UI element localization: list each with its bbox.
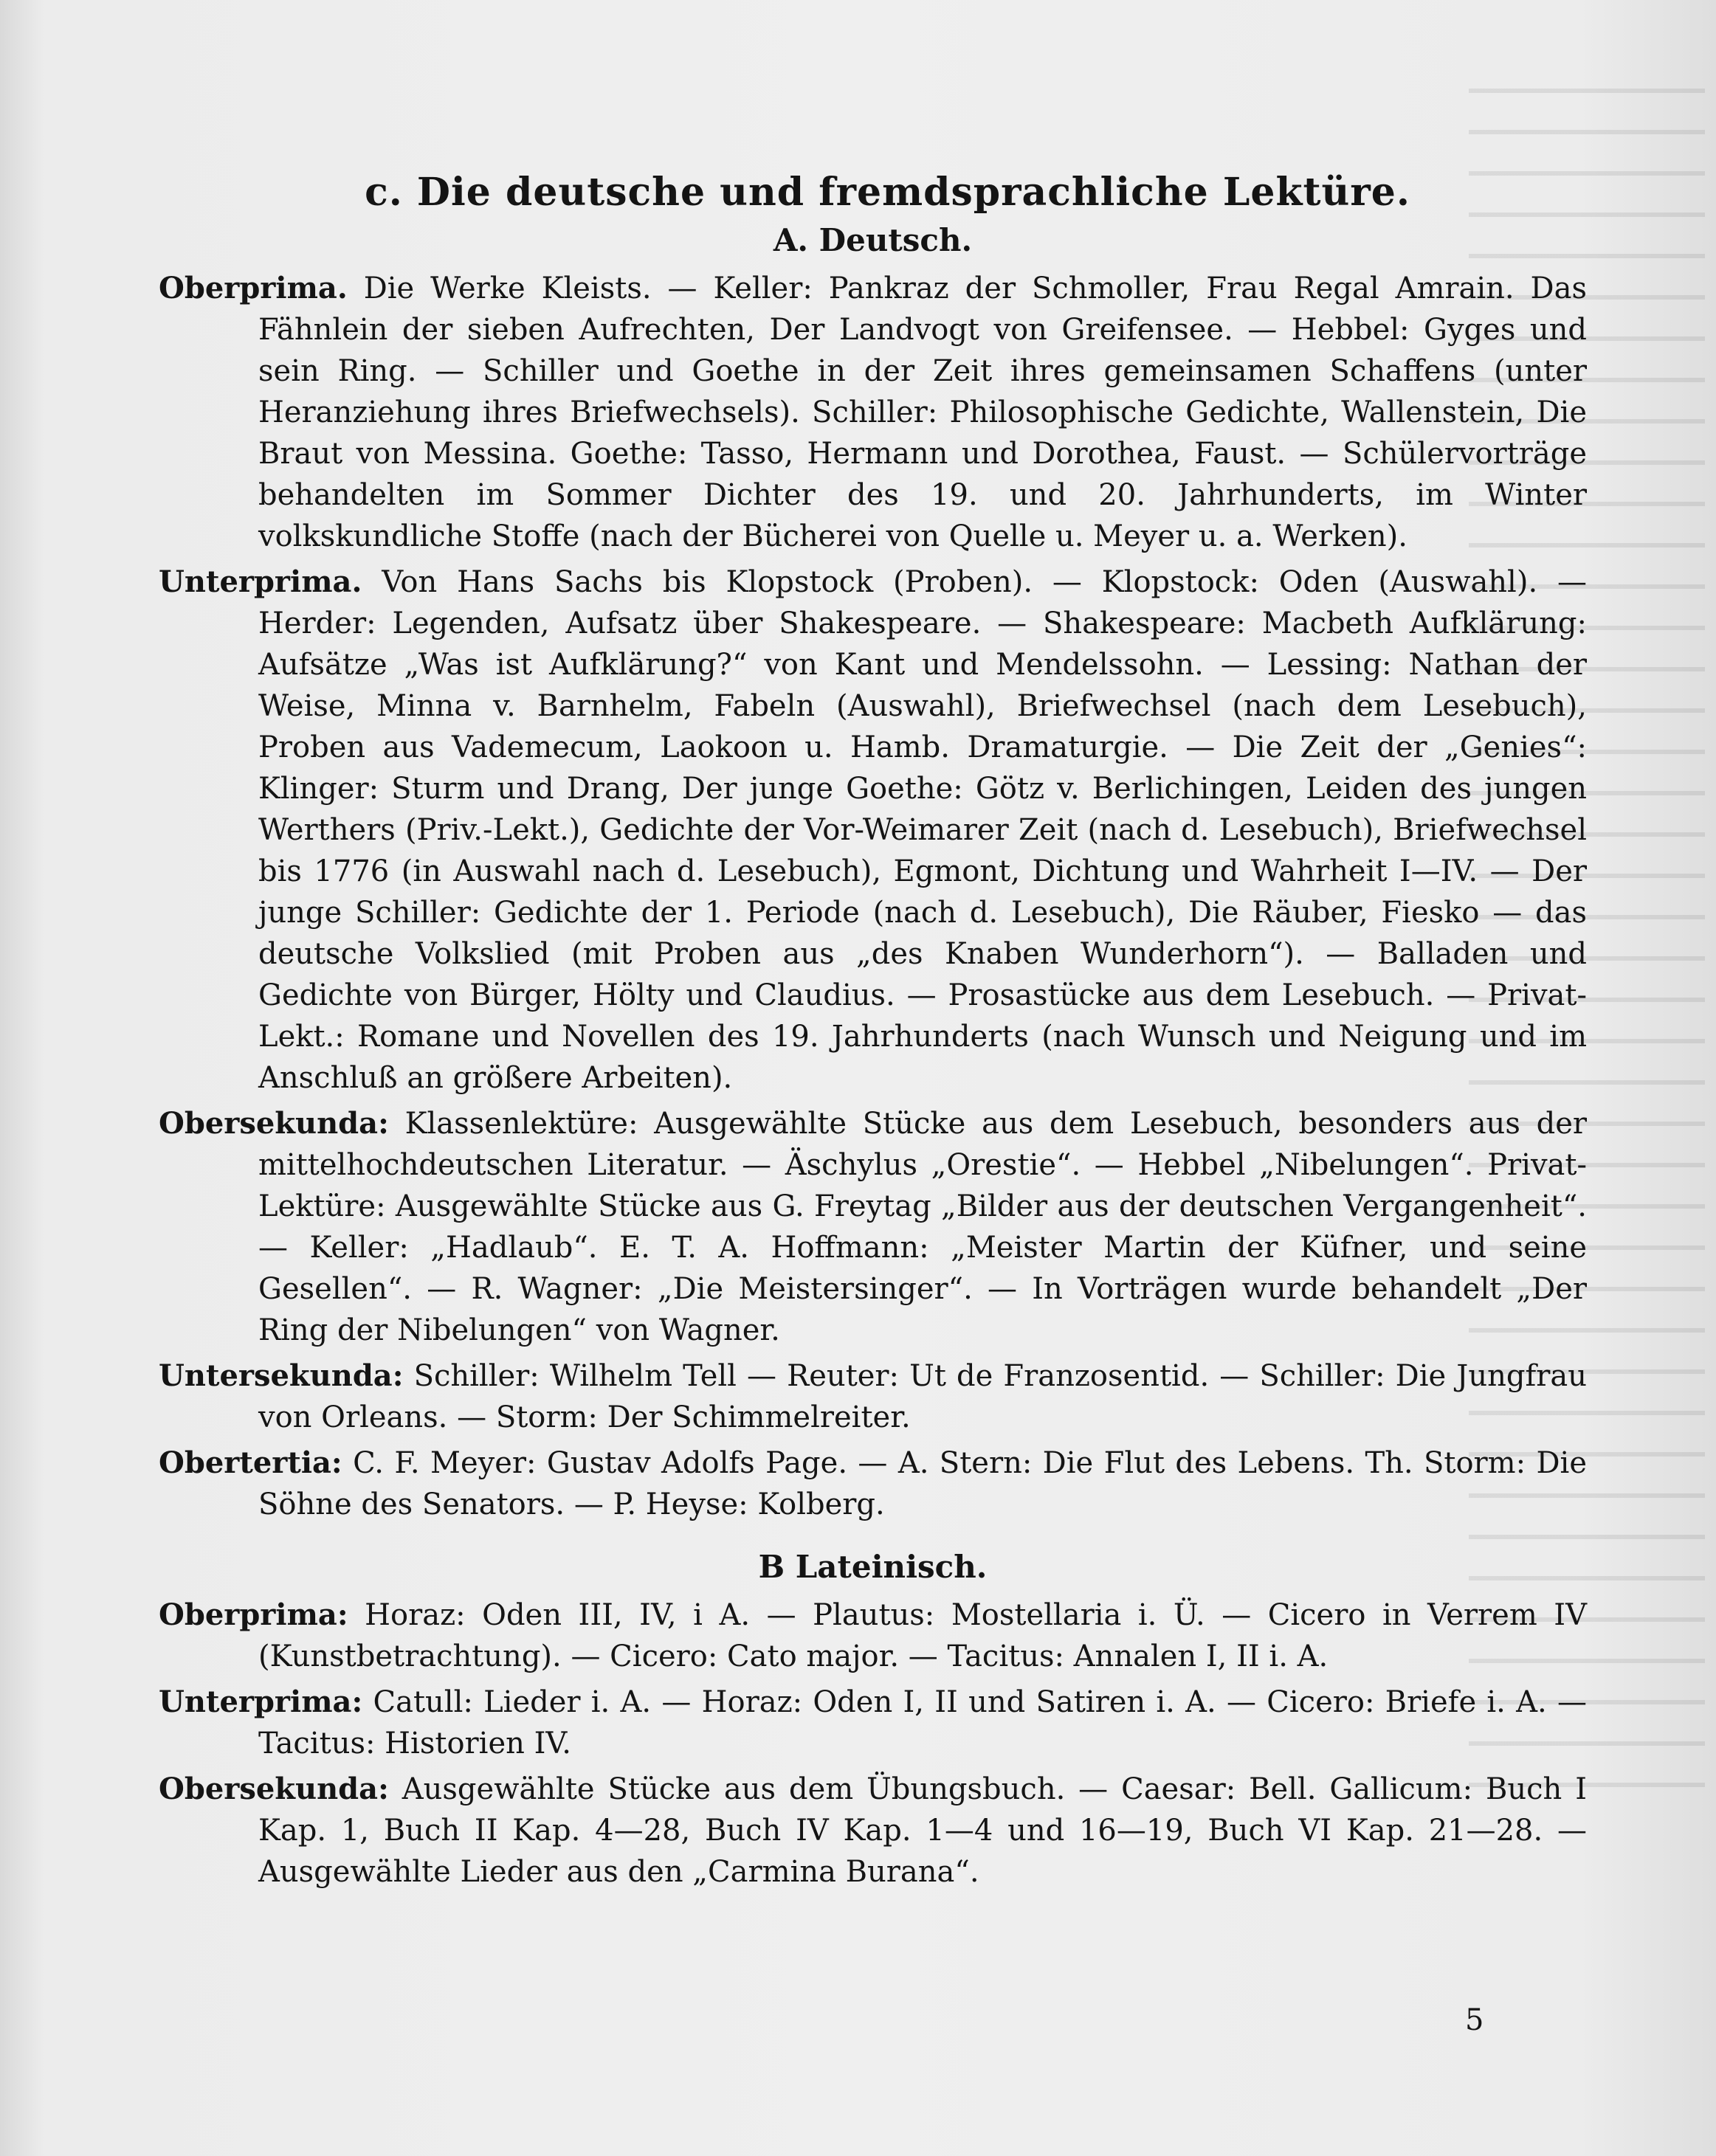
entry-deutsch-obertertia	[159, 1442, 1587, 1525]
entry-text: Catull: Lieder i. A. — Horaz: Oden I, II und Satiren i. A. — Cicero: Briefe i. A. — Tacitus: Historien IV.	[258, 1685, 1587, 1761]
entry-label: Obersekunda:	[159, 1772, 389, 1806]
entry-text: Schiller: Wilhelm Tell — Reuter: Ut de Franzosentid. — Schiller: Die Jungfrau von Orleans. — Storm: Der Schimmelreiter.	[258, 1359, 1587, 1434]
entry-deutsch-untersekunda	[159, 1355, 1587, 1438]
entry-text: Horaz: Oden III, IV, i A. — Plautus: Mostellaria i. Ü. — Cicero in Verrem IV (Kunstbetrachtung). — Cicero: Cato major. — Tacitus: Annalen I, II i. A.	[258, 1598, 1587, 1673]
entry-latein-oberprima	[159, 1594, 1587, 1677]
entry-label: Obersekunda:	[159, 1106, 389, 1141]
section-heading-lateinisch: B Lateinisch.	[758, 1549, 988, 1585]
entry-label: Untersekunda:	[159, 1358, 404, 1393]
entry-label: Unterprima:	[159, 1685, 363, 1719]
entry-text: C. F. Meyer: Gustav Adolfs Page. — A. Stern: Die Flut des Lebens. Th. Storm: Die Söhne des Senators. — P. Heyse: Kolberg.	[258, 1446, 1587, 1521]
entry-latein-obersekunda	[159, 1769, 1587, 1893]
entry-label: Obertertia:	[159, 1445, 342, 1480]
entry-deutsch-oberprima	[159, 268, 1587, 557]
page-content	[159, 166, 1587, 1897]
entry-text: Die Werke Kleists. — Keller: Pankraz der Schmoller, Frau Regal Amrain. Das Fähnlein der sieben Aufrechten, Der Landvogt von Greifensee. — Hebbel: Gyges und sein Ring. — Schiller und Goethe in der Zeit ihres gemeinsamen Schaffens (unter Heranziehung ihres Briefwechsels). Schiller: Philosophische Gedichte, Wallenstein, Die Braut von Messina. Goethe: Tasso, Hermann und Dorothea, Faust. — Schülervorträge behandelten im Sommer Dichter des 19. und 20. Jahrhunderts, im Winter volkskundliche Stoffe (nach der Bücherei von Quelle u. Meyer u. a. Werken).	[258, 272, 1587, 553]
entry-text: Ausgewählte Stücke aus dem Übungsbuch. — Caesar: Bell. Gallicum: Buch I Kap. 1, Buch II Kap. 4—28, Buch IV Kap. 1—4 und 16—19, Buch VI Kap. 21—28. — Ausgewählte Lieder aus den „Carmina Burana“.	[258, 1772, 1588, 1889]
entry-deutsch-obersekunda	[159, 1103, 1587, 1351]
page-title: c. Die deutsche und fremdsprachliche Lektüre.	[365, 170, 1410, 215]
page-number: 5	[1465, 2003, 1484, 2037]
entry-deutsch-unterprima	[159, 562, 1587, 1099]
section-heading-deutsch: A. Deutsch.	[773, 222, 973, 258]
entry-text: Klassenlektüre: Ausgewählte Stücke aus dem Lesebuch, besonders aus der mittelhochdeutschen Literatur. — Äschylus „Orestie“. — Hebbel „Nibelungen“. Privat-Lektüre: Ausgewählte Stücke aus G. Freytag „Bilder aus der deutschen Vergangenheit“. — Keller: „Hadlaub“. E. T. A. Hoffmann: „Meister Martin der Küfner, und seine Gesellen“. — R. Wagner: „Die Meistersinger“. — In Vorträgen wurde behandelt „Der Ring der Nibelungen“ von Wagner.	[258, 1107, 1588, 1347]
entry-text: Von Hans Sachs bis Klopstock (Proben). — Klopstock: Oden (Auswahl). — Herder: Legenden, Aufsatz über Shakespeare. — Shakespeare: Macbeth Aufklärung: Aufsätze „Was ist Aufklärung?“ von Kant und Mendelssohn. — Lessing: Nathan der Weise, Minna v. Barnhelm, Fabeln (Auswahl), Briefwechsel (nach dem Lesebuch), Proben aus Vademecum, Laokoon u. Hamb. Dramaturgie. — Die Zeit der „Genies“: Klinger: Sturm und Drang, Der junge Goethe: Götz v. Berlichingen, Leiden des jungen Werthers (Priv.-Lekt.), Gedichte der Vor-Weimarer Zeit (nach d. Lesebuch), Briefwechsel bis 1776 (in Auswahl nach d. Lesebuch), Egmont, Dichtung und Wahrheit I—IV. — Der junge Schiller: Gedichte der 1. Periode (nach d. Lesebuch), Die Räuber, Fiesko — das deutsche Volkslied (mit Proben aus „des Knaben Wunderhorn“). — Balladen und Gedichte von Bürger, Hölty und Claudius. — Prosastücke aus dem Lesebuch. — Privat-Lekt.: Romane und Novellen des 19. Jahrhunderts (nach Wunsch und Neigung und im Anschluß an größere Arbeiten).	[258, 565, 1587, 1095]
entry-latein-unterprima	[159, 1682, 1587, 1764]
entry-label: Oberprima:	[159, 1597, 348, 1632]
entry-label: Oberprima.	[159, 271, 348, 305]
entry-label: Unterprima.	[159, 564, 362, 599]
